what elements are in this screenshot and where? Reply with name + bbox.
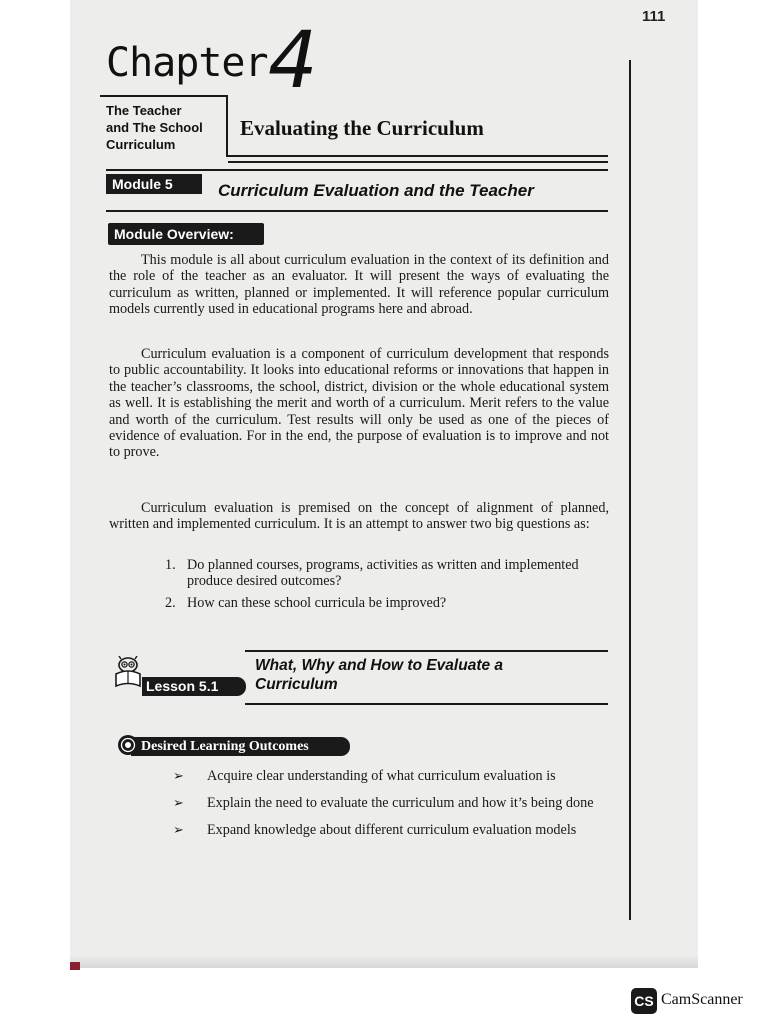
list-item <box>173 822 618 838</box>
target-icon <box>117 734 139 761</box>
overview-paragraph <box>109 346 609 461</box>
list-item <box>165 595 585 611</box>
divider-rule <box>106 210 608 212</box>
module-overview-badge: Module Overview: <box>108 223 264 245</box>
lesson-title-line: What, Why and How to Evaluate a <box>255 657 504 674</box>
list-text: Expand knowledge about different curriculum evaluation models <box>207 822 577 838</box>
outcomes-list <box>173 768 618 849</box>
lesson-title <box>255 656 503 694</box>
reading-owl-icon <box>112 656 144 699</box>
arrow-bullet-icon: ➢ <box>173 822 184 837</box>
overview-paragraph <box>109 252 609 318</box>
paragraph-text: Curriculum evaluation is a component of curriculum development that responds to public accountability. It looks into educational reforms or innovations that happen in the teacher’s classrooms, the school, district, division or the whole educational system as well. It is establishing the merit and worth of a curriculum. Merit refers to the value and worth of the curriculum. Test results will only be used as one of the pieces of evidence of evaluation. For in the end, the purpose of evaluation is to improve and not to prove. <box>109 346 609 461</box>
list-item <box>173 768 618 784</box>
list-text: How can these school curricula be improved? <box>187 594 447 611</box>
divider-rule <box>228 161 608 163</box>
lesson-title-line: Curriculum <box>255 676 338 693</box>
question-list <box>165 557 585 616</box>
list-number: 2. <box>165 594 176 611</box>
paragraph-text: This module is all about curriculum evaluation in the context of its definition and the role of the teacher as an evaluator. It will present the ways of evaluating the curriculum as written, planned or implemented. It will reference popular curriculum models currently used in educational programs here and abroad. <box>109 252 609 318</box>
camscanner-logo: CS <box>631 988 657 1014</box>
page-bottom-shadow <box>70 955 698 968</box>
list-number: 1. <box>165 557 176 573</box>
lesson-badge: Lesson 5.1 <box>142 677 246 696</box>
chapter-subtitle-line: and The School <box>106 120 203 135</box>
chapter-subtitle-line: The Teacher <box>106 103 182 118</box>
page-corner-mark <box>70 962 80 970</box>
arrow-bullet-icon: ➢ <box>173 795 184 810</box>
chapter-word: Chapter <box>106 40 268 86</box>
chapter-number: 4 <box>268 16 318 106</box>
list-item <box>165 557 585 590</box>
overview-paragraph <box>109 500 609 533</box>
desired-outcomes-badge: Desired Learning Outcomes <box>131 737 350 756</box>
paragraph-text: Curriculum evaluation is premised on the concept of alignment of planned, written and implemented curriculum. It is an attempt to answer two big questions as: <box>109 500 609 533</box>
arrow-bullet-icon: ➢ <box>173 768 184 783</box>
divider-rule <box>106 169 608 171</box>
module-badge: Module 5 <box>106 174 202 194</box>
chapter-title: Evaluating the Curriculum <box>240 116 484 140</box>
chapter-box-top-rule <box>100 95 228 97</box>
page-number: 111 <box>642 8 666 25</box>
list-text: Acquire clear understanding of what curriculum evaluation is <box>207 768 556 784</box>
chapter-box-bottom-rule <box>226 155 608 157</box>
chapter-box-divider <box>226 95 228 155</box>
camscanner-watermark: CamScanner <box>661 991 743 1008</box>
right-margin-rule <box>629 60 631 920</box>
chapter-subtitle-line: Curriculum <box>106 137 176 152</box>
module-title: Curriculum Evaluation and the Teacher <box>218 181 534 200</box>
list-text: Explain the need to evaluate the curriculum and how it’s being done <box>207 795 594 811</box>
divider-rule <box>245 650 608 652</box>
chapter-subtitle <box>106 102 203 153</box>
list-item <box>173 795 618 811</box>
divider-rule <box>245 703 608 705</box>
list-text: Do planned courses, programs, activities as written and implemented produce desired outcomes? <box>187 557 579 590</box>
